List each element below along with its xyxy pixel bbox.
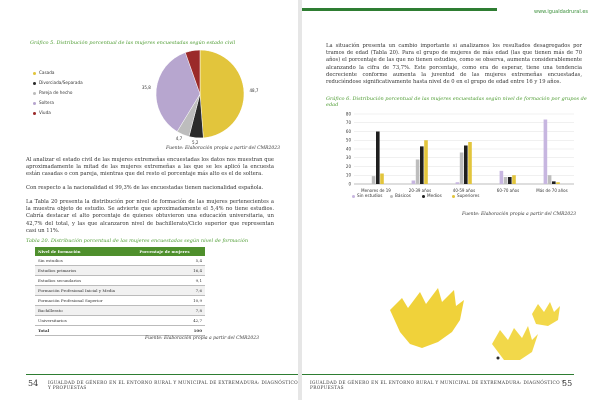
paragraph: La situación presenta un cambio importante si analizamos los resultados desagregados por tramos de edad (Tabla 20). Para el grupo de mujeres de más edad (las que tienen más de 70 años) el porcentaje de las que no tienen estudios, como se observa, aumenta considerablemente alcanzando la cifra de 73,7%. Este porcentaje, como era de esperar, tiene una tendencia decreciente conforme aumenta la juventud de las mujeres extremeñas encuestadas, reduciéndose significativamente hasta nivel de 0 en el grupo de edad entre 16 y 19 años. xyxy=(326,43,582,86)
legend-swatch xyxy=(33,112,36,115)
legend-item xyxy=(33,80,83,85)
x-tick-label: 20-39 años xyxy=(408,188,432,193)
legend-swatch xyxy=(422,195,425,198)
bar xyxy=(544,120,548,184)
x-tick-label: 60-70 años xyxy=(496,188,520,193)
right-page xyxy=(302,0,600,400)
decorative-shape xyxy=(497,357,500,360)
bar xyxy=(416,160,420,185)
page-number: 55 xyxy=(562,379,573,388)
legend-label: Sin estudios xyxy=(357,193,383,198)
legend-swatch xyxy=(33,92,36,95)
y-tick-label: 0 xyxy=(348,181,351,187)
legend-item xyxy=(422,193,442,198)
legend-swatch xyxy=(352,195,355,198)
table-cell: 9,1 xyxy=(136,276,205,286)
table-row xyxy=(35,316,205,326)
left-page xyxy=(0,0,298,400)
bar xyxy=(504,177,508,184)
decorative-shape xyxy=(532,302,560,326)
y-tick-label: 60 xyxy=(345,128,351,134)
bar xyxy=(508,177,512,184)
bar xyxy=(424,140,428,184)
bar xyxy=(420,146,424,184)
bar xyxy=(412,181,416,185)
footer-rule xyxy=(26,374,298,375)
y-tick-label: 30 xyxy=(345,155,351,161)
pie-data-label: 4,7 xyxy=(175,136,183,142)
paragraph: Al analizar el estado civil de las mujeres extremeñas encuestadas los datos nos muestran que aproximadamente la mitad de las mujeres extremeñas a las que se les aplicó la encuesta están casadas o con pareja, mientras que del resto el porcentaje más alto es el de soltera. xyxy=(26,157,274,178)
footer-rule xyxy=(302,374,574,375)
bar xyxy=(548,175,552,184)
pie-data-label: 48,7 xyxy=(249,88,259,94)
bar xyxy=(552,181,556,184)
bar-chart xyxy=(324,108,584,203)
y-tick-label: 50 xyxy=(345,137,351,143)
pie-data-label: 35,8 xyxy=(141,84,151,90)
table-cell: 10,9 xyxy=(136,296,205,306)
table-row xyxy=(35,306,205,316)
legend-swatch xyxy=(390,195,393,198)
table-cell: 16,4 xyxy=(136,266,205,276)
legend-swatch xyxy=(33,82,36,85)
paragraph: Con respecto a la nacionalidad el 99,3% de las encuestadas tienen nacionalidad española. xyxy=(26,185,264,191)
legend-label: Pareja de hecho xyxy=(39,90,73,95)
page-number: 54 xyxy=(28,379,39,388)
table-cell: 7,8 xyxy=(136,306,205,316)
footer-text: IGUALDAD DE GÉNERO EN EL ENTORNO RURAL Y MUNICIPAL DE EXTREMADURA: DIAGNÓSTICO Y PROPUESTAS xyxy=(48,381,298,391)
table-cell: Formación Profesional Superior xyxy=(35,296,136,306)
legend-swatch xyxy=(452,195,455,198)
x-tick-label: 40-59 años xyxy=(452,188,476,193)
legend-label: Casada xyxy=(39,70,55,75)
legend-swatch xyxy=(33,102,36,105)
table-row xyxy=(35,256,205,266)
education-table xyxy=(35,247,205,336)
legend-item xyxy=(452,193,479,198)
bar xyxy=(376,132,380,185)
pie-chart-source: Fuente: Elaboración propia a partir del CMR2023 xyxy=(166,146,280,151)
bar xyxy=(456,182,460,184)
y-tick-label: 40 xyxy=(345,146,351,152)
legend-label: Viuda xyxy=(39,110,51,115)
legend-item xyxy=(33,100,54,105)
y-tick-label: 80 xyxy=(345,111,351,117)
bar xyxy=(380,174,384,185)
table-total-row xyxy=(35,326,205,336)
table-row xyxy=(35,286,205,296)
table-source: Fuente: Elaboración propia a partir del CMR2023 xyxy=(145,336,259,341)
table-cell: Total xyxy=(35,326,136,336)
legend-item xyxy=(33,90,72,95)
x-tick-label: Más de 70 años xyxy=(536,188,568,193)
legend-item xyxy=(390,193,411,198)
legend-label: Medios xyxy=(427,193,442,198)
table-cell: Universitarios xyxy=(35,316,136,326)
x-tick-label: Menores de 19 xyxy=(361,188,391,193)
table-cell: 7,6 xyxy=(136,286,205,296)
pie-chart xyxy=(30,48,280,148)
table-row xyxy=(35,266,205,276)
table-title: Tabla 20. Distribución porcentual de las mujeres encuestadas según nivel de formación xyxy=(26,238,249,244)
table-header: Nivel de formación xyxy=(35,247,136,256)
pie-chart-title: Gráfico 5. Distribución porcentual de las mujeres encuestadas según estado civil xyxy=(30,40,236,46)
decorative-shape xyxy=(390,288,464,348)
table-row xyxy=(35,296,205,306)
pie-slice xyxy=(200,50,244,138)
bar xyxy=(464,146,468,185)
table-cell: 42,7 xyxy=(136,316,205,326)
table-row xyxy=(35,276,205,286)
footer-text: IGUALDAD DE GÉNERO EN EL ENTORNO RURAL Y MUNICIPAL DE EXTREMADURA: DIAGNÓSTICO Y PROPUESTAS xyxy=(310,381,565,391)
bar xyxy=(468,142,472,184)
table-header-row xyxy=(35,247,205,256)
header-bar xyxy=(302,8,497,11)
table-cell: Estudios secundarios xyxy=(35,276,136,286)
bar xyxy=(460,153,464,185)
legend-label: Soltera xyxy=(39,100,54,105)
decorative-shapes xyxy=(382,270,582,370)
bar xyxy=(556,182,560,184)
table-cell: 100 xyxy=(136,326,205,336)
site-url: www.igualdadrural.es xyxy=(534,9,588,15)
legend-label: Superiores xyxy=(457,193,480,198)
bar-chart-title: Gráfico 6. Distribución porcentual de las mujeres encuestadas según nivel de formación por grupos de edad xyxy=(326,96,587,108)
legend-item xyxy=(33,70,54,75)
legend-item xyxy=(33,110,51,115)
table-header: Porcentaje de mujeres xyxy=(136,247,205,256)
legend-item xyxy=(352,193,382,198)
y-tick-label: 10 xyxy=(345,172,351,178)
paragraph: La Tabla 20 presenta la distribución por nivel de formación de las mujeres pertenecientes a la muestra objeto de estudio. Se advierte que aproximadamente el 5,4% no tiene estudios. Cabría destacar el alto porcentaje de quienes obtuvieron una educación universitaria, un 42,7% del total, y las que alcanzaron nivel de bachillerato/Ciclo superior que representan casi un 11%. xyxy=(26,199,274,234)
y-tick-label: 70 xyxy=(345,120,351,126)
table-cell: Estudios primarios xyxy=(35,266,136,276)
table-cell: Bachillerato xyxy=(35,306,136,316)
table-cell: Formación Profesional Inicial y Media xyxy=(35,286,136,296)
legend-label: Básicos xyxy=(395,193,411,198)
bar xyxy=(372,176,376,184)
bar xyxy=(500,171,504,184)
pie-data-label: 5,2 xyxy=(192,139,199,145)
table-cell: Sin estudios xyxy=(35,256,136,266)
y-tick-label: 20 xyxy=(345,163,351,169)
table-cell: 5,4 xyxy=(136,256,205,266)
legend-swatch xyxy=(33,72,36,75)
bar xyxy=(512,175,516,184)
bar-chart-source: Fuente: Elaboración propia a partir del CMR2023 xyxy=(462,212,576,217)
decorative-shape xyxy=(492,326,538,360)
legend-label: Divorciada/Separada xyxy=(39,80,83,85)
